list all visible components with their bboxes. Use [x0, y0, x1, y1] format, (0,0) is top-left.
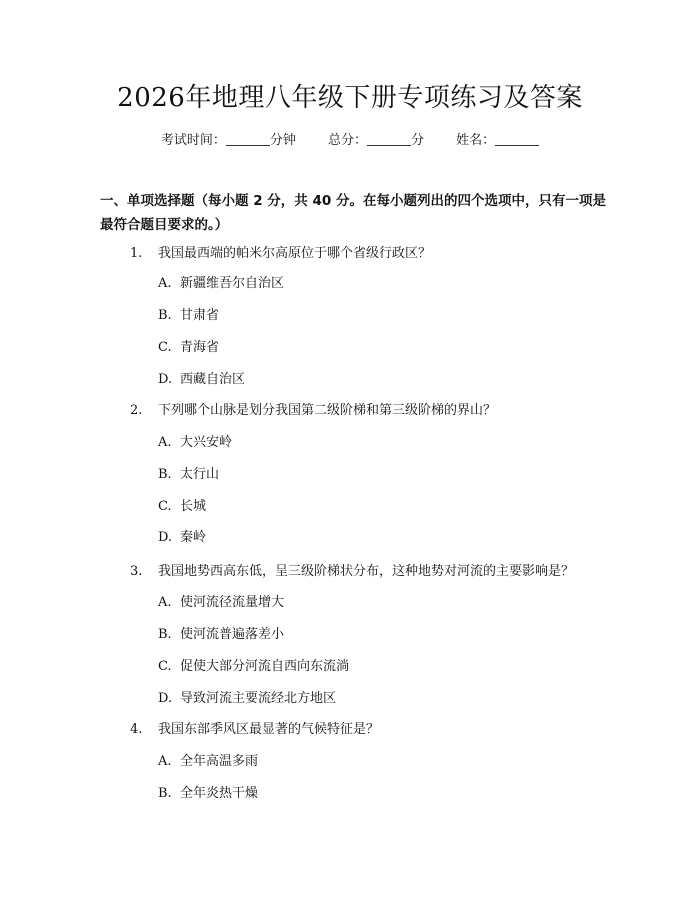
- option-letter: B.: [158, 308, 172, 323]
- option-text: 太行山: [180, 467, 220, 482]
- exam-time-label: 考试时间：: [160, 133, 226, 148]
- exam-meta: [0, 130, 700, 152]
- question-number: 1.: [130, 246, 143, 261]
- q3-option-b: [158, 624, 284, 646]
- option-letter: A.: [158, 754, 172, 769]
- option-text: 青海省: [180, 340, 220, 355]
- question-text: 我国地势西高东低，呈三级阶梯状分布，这种地势对河流的主要影响是？: [158, 564, 575, 579]
- option-text: 长城: [180, 499, 207, 514]
- student-name-field: [456, 133, 539, 148]
- option-text: 使河流普遍落差小: [180, 627, 285, 642]
- option-letter: D.: [158, 530, 173, 545]
- option-text: 新疆维吾尔自治区: [180, 276, 285, 291]
- option-text: 大兴安岭: [180, 435, 233, 450]
- option-letter: A.: [158, 435, 172, 450]
- total-score-field: [328, 133, 428, 148]
- q3-option-a: [158, 592, 284, 614]
- option-text: 全年炎热干燥: [180, 786, 259, 801]
- option-text: 使河流径流量增大: [180, 595, 285, 610]
- q1-option-a: [158, 273, 284, 295]
- question-4: [130, 719, 379, 741]
- q2-option-c: [158, 496, 206, 518]
- question-text: 下列哪个山脉是划分我国第二级阶梯和第三级阶梯的界山？: [158, 403, 497, 418]
- q2-option-a: [158, 432, 232, 454]
- option-letter: D.: [158, 372, 173, 387]
- option-text: 导致河流主要流经北方地区: [180, 691, 337, 706]
- exam-time-field: [161, 133, 300, 148]
- student-name-label: 姓名：: [456, 133, 496, 148]
- question-number: 4.: [130, 722, 143, 737]
- question-3: [130, 561, 574, 583]
- option-letter: B.: [158, 786, 172, 801]
- q3-option-c: [158, 656, 349, 678]
- q1-option-c: [158, 337, 219, 359]
- option-letter: B.: [158, 467, 172, 482]
- question-1: [130, 243, 431, 265]
- option-letter: A.: [158, 595, 172, 610]
- student-name-blank: [495, 133, 539, 146]
- total-score-unit: 分: [411, 133, 425, 148]
- total-score-blank: [367, 133, 411, 146]
- question-text: 我国东部季风区最显著的气候特征是？: [158, 722, 380, 737]
- section-heading: 一、单项选择题（每小题 2 分，共 40 分。在每小题列出的四个选项中，只有一项是最符合题目要求的。）: [100, 193, 606, 233]
- option-text: 促使大部分河流自西向东流淌: [180, 659, 350, 674]
- option-text: 甘肃省: [180, 308, 220, 323]
- total-score-label: 总分：: [327, 133, 367, 148]
- option-letter: B.: [158, 627, 172, 642]
- question-number: 3.: [130, 564, 143, 579]
- exam-time-unit: 分钟: [269, 133, 296, 148]
- q3-option-d: [158, 688, 336, 710]
- option-letter: C.: [158, 340, 172, 355]
- q1-option-b: [158, 305, 219, 327]
- exam-time-blank: [226, 133, 270, 146]
- question-2: [130, 400, 496, 422]
- q2-option-b: [158, 464, 219, 486]
- q4-option-a: [158, 751, 258, 773]
- question-number: 2.: [130, 403, 143, 418]
- option-text: 西藏自治区: [180, 372, 246, 387]
- option-letter: C.: [158, 659, 172, 674]
- option-letter: D.: [158, 691, 173, 706]
- q4-option-b: [158, 783, 258, 805]
- q1-option-d: [158, 369, 245, 391]
- option-letter: A.: [158, 276, 172, 291]
- page-title: 2026年地理八年级下册专项练习及答案: [117, 83, 583, 113]
- option-text: 全年高温多雨: [180, 754, 259, 769]
- question-text: 我国最西端的帕米尔高原位于哪个省级行政区？: [158, 246, 432, 261]
- q2-option-d: [158, 527, 206, 549]
- option-text: 秦岭: [180, 530, 207, 545]
- option-letter: C.: [158, 499, 172, 514]
